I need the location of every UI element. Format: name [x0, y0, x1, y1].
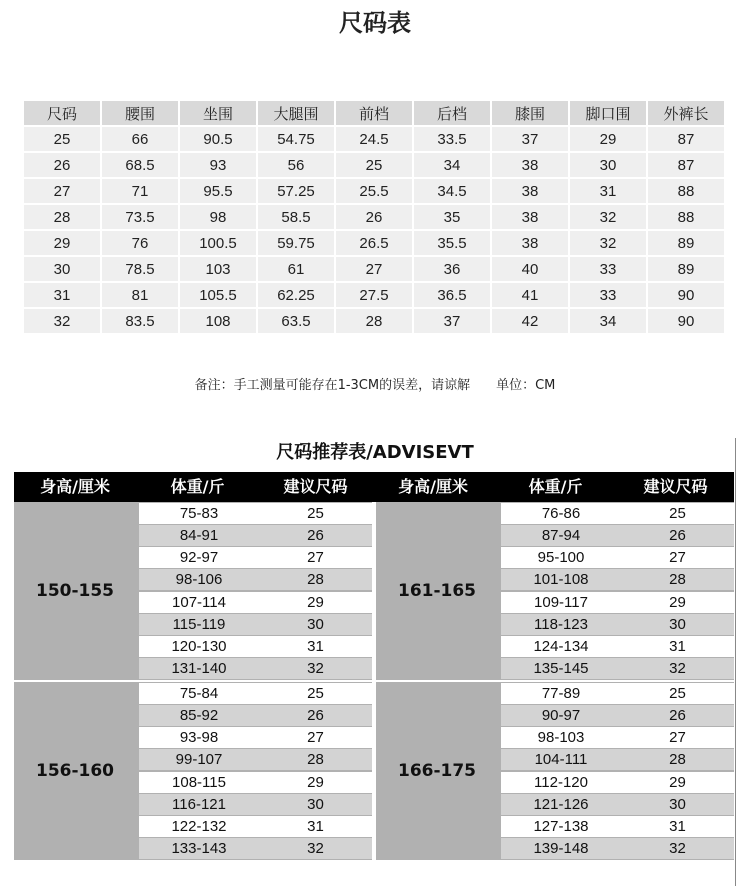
suggested-size: 30 [307, 616, 324, 633]
recommend-row [501, 636, 734, 657]
size-chart-table [22, 99, 726, 335]
weight-range: 135-145 [533, 660, 589, 677]
table-cell: 87 [648, 153, 724, 177]
table-cell: 73.5 [102, 205, 178, 229]
recommend-title: 尺码推荐表/ADVISEVT [276, 442, 474, 463]
table-cell: 34.5 [414, 179, 490, 203]
table-row [24, 153, 724, 177]
table-cell: 27 [24, 179, 100, 203]
suggested-size: 26 [307, 707, 324, 724]
table-cell: 24.5 [336, 127, 412, 151]
weight-range: 139-148 [533, 840, 589, 857]
weight-range: 85-92 [179, 707, 219, 724]
recommend-row [501, 816, 734, 837]
weight-range: 84-91 [179, 527, 219, 544]
table-cell: 68.5 [102, 153, 178, 177]
header-height-label: 身高/厘米 [40, 477, 110, 496]
table-cell: 88 [648, 179, 724, 203]
table-cell: 62.25 [258, 283, 334, 307]
table-cell: 90 [648, 309, 724, 333]
header-size-label: 建议尺码 [643, 477, 708, 496]
weight-range: 76-86 [541, 505, 581, 522]
table-cell: 26.5 [336, 231, 412, 255]
table-cell: 87 [648, 127, 724, 151]
table-cell: 26 [336, 205, 412, 229]
table-cell: 56 [258, 153, 334, 177]
weight-range: 77-89 [541, 685, 581, 702]
table-cell: 98 [180, 205, 256, 229]
weight-range: 116-121 [172, 796, 226, 813]
header-cell: 脚口围 [570, 101, 646, 125]
recommend-row [139, 705, 372, 726]
recommend-row [139, 794, 372, 815]
height-range: 161-165 [397, 581, 477, 601]
recommend-row [139, 636, 372, 657]
table-cell: 32 [570, 205, 646, 229]
table-cell: 54.75 [258, 127, 334, 151]
suggested-size: 26 [669, 707, 686, 724]
table-cell: 31 [24, 283, 100, 307]
table-cell: 89 [648, 257, 724, 281]
suggested-size: 30 [669, 796, 686, 813]
recommend-row [501, 525, 734, 546]
suggested-size: 25 [307, 685, 324, 702]
suggested-size: 27 [307, 549, 324, 566]
table-cell: 66 [102, 127, 178, 151]
table-cell: 36 [414, 257, 490, 281]
table-cell: 57.25 [258, 179, 334, 203]
recommend-row [139, 727, 372, 748]
recommend-row [501, 592, 734, 613]
table-cell: 34 [414, 153, 490, 177]
table-row [24, 179, 724, 203]
table-cell: 88 [648, 205, 724, 229]
table-cell: 33 [570, 283, 646, 307]
header-height-label: 身高/厘米 [398, 477, 468, 496]
table-cell: 28 [336, 309, 412, 333]
recommend-row [501, 838, 734, 859]
suggested-size: 31 [307, 638, 324, 655]
table-cell: 59.75 [258, 231, 334, 255]
suggested-size: 27 [669, 549, 686, 566]
table-cell: 103 [180, 257, 256, 281]
suggested-size: 27 [307, 729, 324, 746]
header-cell: 后档 [414, 101, 490, 125]
table-cell: 37 [492, 127, 568, 151]
recommend-row [501, 658, 734, 679]
table-row [24, 205, 724, 229]
header-cell: 外裤长 [648, 101, 724, 125]
recommend-row [139, 683, 372, 704]
table-cell: 33.5 [414, 127, 490, 151]
suggested-size: 29 [669, 594, 686, 611]
header-cell: 前档 [336, 101, 412, 125]
weight-range: 95-100 [537, 549, 585, 566]
table-cell: 35 [414, 205, 490, 229]
suggested-size: 25 [307, 505, 324, 522]
suggested-size: 32 [669, 660, 686, 677]
table-cell: 27.5 [336, 283, 412, 307]
measurement-note: 备注：手工测量可能存在1-3CM的误差，请谅解 单位：CM [194, 378, 556, 393]
recommend-row [501, 547, 734, 568]
suggested-size: 31 [307, 818, 324, 835]
table-row [24, 283, 724, 307]
recommend-row [501, 794, 734, 815]
header-size-label: 建议尺码 [283, 477, 348, 496]
table-cell: 35.5 [414, 231, 490, 255]
suggested-size: 26 [669, 527, 686, 544]
header-cell: 膝围 [492, 101, 568, 125]
header-cell: 坐围 [180, 101, 256, 125]
recommend-row [139, 592, 372, 613]
weight-range: 120-130 [171, 638, 227, 655]
recommend-row [139, 569, 372, 590]
table-cell: 83.5 [102, 309, 178, 333]
weight-range: 109-117 [534, 594, 588, 611]
recommend-row [501, 683, 734, 704]
table-cell: 30 [24, 257, 100, 281]
recommend-row [139, 658, 372, 679]
table-cell: 33 [570, 257, 646, 281]
suggested-size: 28 [307, 571, 324, 588]
weight-range: 124-134 [533, 638, 589, 655]
height-block-150-155 [14, 502, 372, 680]
table-cell: 95.5 [180, 179, 256, 203]
recommend-row [139, 614, 372, 635]
height-range: 156-160 [35, 761, 115, 781]
table-cell: 76 [102, 231, 178, 255]
table-cell: 41 [492, 283, 568, 307]
recommend-row [139, 503, 372, 524]
table-cell: 71 [102, 179, 178, 203]
suggested-size: 27 [669, 729, 686, 746]
suggested-size: 28 [307, 751, 324, 768]
table-cell: 38 [492, 205, 568, 229]
table-cell: 27 [336, 257, 412, 281]
table-row [24, 309, 724, 333]
weight-range: 90-97 [541, 707, 581, 724]
weight-range: 104-111 [534, 751, 588, 768]
weight-range: 75-83 [179, 505, 219, 522]
recommend-header-bar [14, 472, 734, 502]
header-cell: 大腿围 [258, 101, 334, 125]
weight-range: 99-107 [175, 751, 223, 768]
height-range: 150-155 [35, 581, 115, 601]
recommend-row [139, 547, 372, 568]
recommend-row [139, 816, 372, 837]
table-cell: 38 [492, 179, 568, 203]
table-cell: 105.5 [180, 283, 256, 307]
suggested-size: 25 [669, 685, 686, 702]
suggested-size: 28 [669, 571, 686, 588]
suggested-size: 32 [307, 840, 324, 857]
table-cell: 32 [570, 231, 646, 255]
table-cell: 28 [24, 205, 100, 229]
table-cell: 58.5 [258, 205, 334, 229]
weight-range: 75-84 [179, 685, 219, 702]
divider-line [735, 438, 736, 886]
weight-range: 98-106 [175, 571, 223, 588]
table-cell: 89 [648, 231, 724, 255]
table-cell: 108 [180, 309, 256, 333]
height-range: 166-175 [397, 761, 477, 781]
suggested-size: 31 [669, 638, 686, 655]
suggested-size: 32 [307, 660, 324, 677]
height-block-156-160 [14, 682, 372, 860]
table-cell: 38 [492, 231, 568, 255]
weight-range: 133-143 [171, 840, 227, 857]
suggested-size: 29 [307, 774, 324, 791]
table-cell: 26 [24, 153, 100, 177]
recommend-row [139, 749, 372, 770]
table-cell: 25 [24, 127, 100, 151]
table-cell: 90.5 [180, 127, 256, 151]
recommend-row [501, 727, 734, 748]
recommend-row [139, 838, 372, 859]
weight-range: 87-94 [541, 527, 581, 544]
header-cell: 腰围 [102, 101, 178, 125]
suggested-size: 32 [669, 840, 686, 857]
header-cell: 尺码 [24, 101, 100, 125]
recommend-row [139, 772, 372, 793]
recommend-row [501, 614, 734, 635]
table-row [24, 257, 724, 281]
weight-range: 122-132 [171, 818, 227, 835]
table-cell: 81 [102, 283, 178, 307]
table-cell: 32 [24, 309, 100, 333]
height-block-166-175 [376, 682, 734, 860]
recommend-row [501, 749, 734, 770]
suggested-size: 28 [669, 751, 686, 768]
weight-range: 131-140 [171, 660, 227, 677]
table-cell: 29 [24, 231, 100, 255]
table-cell: 100.5 [180, 231, 256, 255]
recommend-row [501, 772, 734, 793]
recommend-row [501, 705, 734, 726]
height-block-161-165 [376, 502, 734, 680]
table-cell: 36.5 [414, 283, 490, 307]
weight-range: 112-120 [534, 774, 588, 791]
table-row [24, 231, 724, 255]
weight-range: 127-138 [533, 818, 589, 835]
weight-range: 101-108 [533, 571, 589, 588]
suggested-size: 26 [307, 527, 324, 544]
table-cell: 30 [570, 153, 646, 177]
table-cell: 42 [492, 309, 568, 333]
suggested-size: 30 [307, 796, 324, 813]
recommend-row [501, 569, 734, 590]
weight-range: 98-103 [537, 729, 585, 746]
suggested-size: 30 [669, 616, 686, 633]
table-cell: 78.5 [102, 257, 178, 281]
recommend-row [139, 525, 372, 546]
table-cell: 25.5 [336, 179, 412, 203]
table-cell: 38 [492, 153, 568, 177]
table-cell: 63.5 [258, 309, 334, 333]
weight-range: 92-97 [179, 549, 219, 566]
table-cell: 90 [648, 283, 724, 307]
table-cell: 34 [570, 309, 646, 333]
weight-range: 118-123 [534, 616, 588, 633]
suggested-size: 29 [307, 594, 324, 611]
table-row [24, 127, 724, 151]
table-cell: 37 [414, 309, 490, 333]
header-weight-label: 体重/斤 [170, 477, 225, 496]
weight-range: 121-126 [533, 796, 589, 813]
header-weight-label: 体重/斤 [528, 477, 583, 496]
table-cell: 29 [570, 127, 646, 151]
table-cell: 61 [258, 257, 334, 281]
table-cell: 31 [570, 179, 646, 203]
suggested-size: 25 [669, 505, 686, 522]
weight-range: 107-114 [172, 594, 226, 611]
weight-range: 115-119 [172, 616, 226, 633]
table-cell: 25 [336, 153, 412, 177]
weight-range: 93-98 [179, 729, 219, 746]
size-chart-header-row [24, 101, 724, 125]
suggested-size: 29 [669, 774, 686, 791]
table-cell: 93 [180, 153, 256, 177]
page-title: 尺码表 [339, 9, 411, 37]
recommend-row [501, 503, 734, 524]
weight-range: 108-115 [172, 774, 226, 791]
suggested-size: 31 [669, 818, 686, 835]
table-cell: 40 [492, 257, 568, 281]
